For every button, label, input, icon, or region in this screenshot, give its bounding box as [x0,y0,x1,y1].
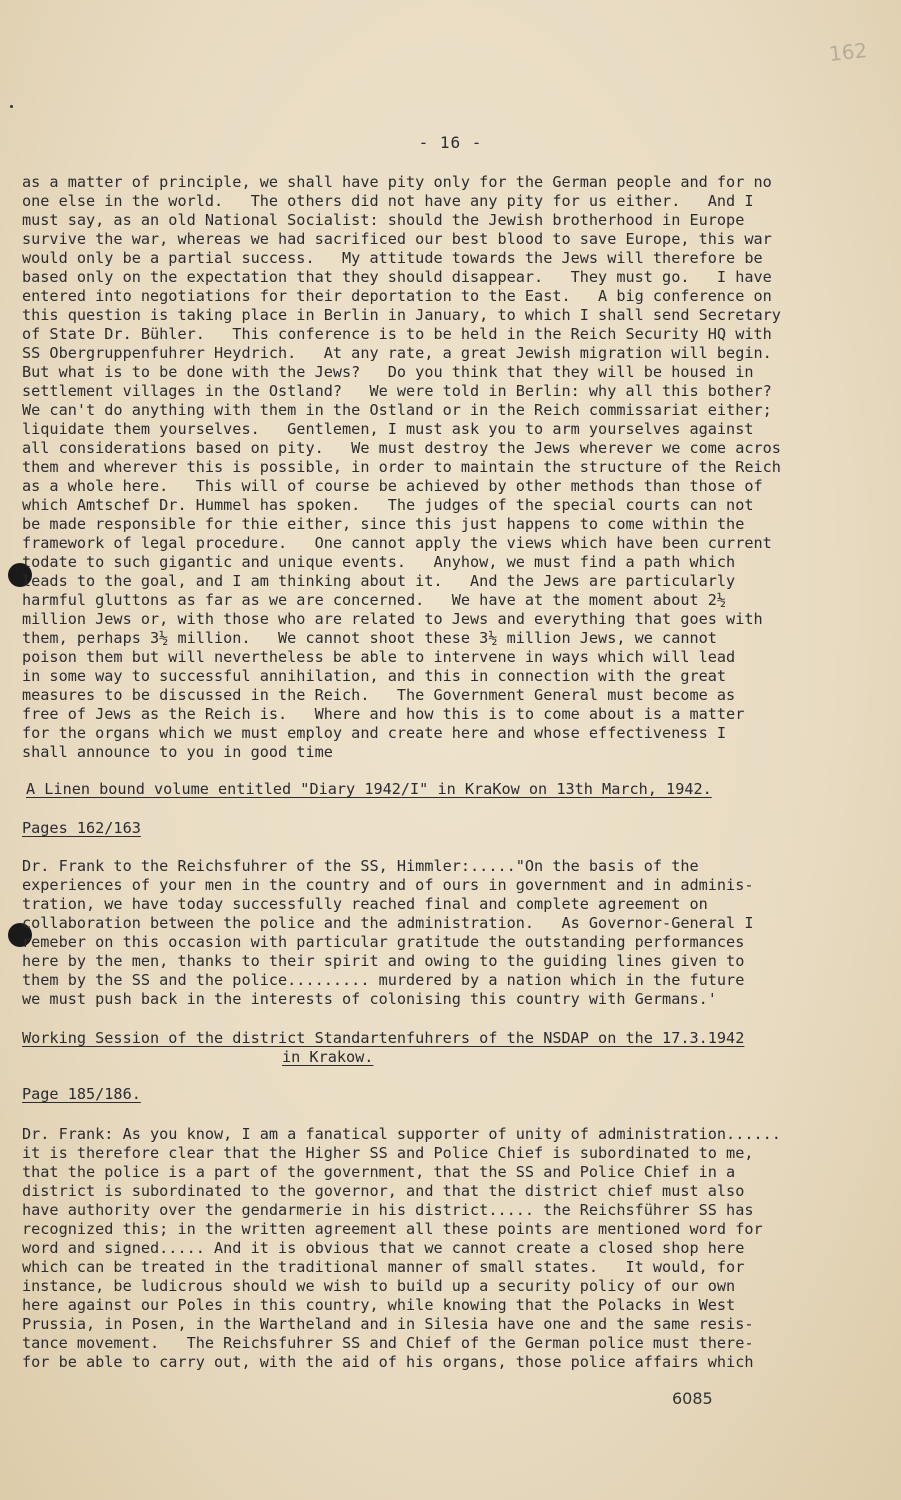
text-line: which Amtschef Dr. Hummel has spoken. The judges of the special courts can not [22,496,754,514]
text-line: instance, be ludicrous should we wish to build up a security policy of our own [22,1277,736,1295]
text-line: harmful gluttons as far as we are concerned. We have at the moment about 2½ [22,591,727,609]
text-line: experiences of your men in the country and of ours in government and in adminis- [22,876,754,894]
text-line: Dr. Frank: As you know, I am a fanatical supporter of unity of administration...... [22,1125,781,1143]
text-line: would only be a partial success. My attitude towards the Jews will therefore be [22,249,763,267]
text-line: district is subordinated to the governor, and that the district chief must also [22,1182,745,1200]
text-line: here by the men, thanks to their spirit and owing to the guiding lines given to [22,952,745,970]
text-line: settlement villages in the Ostland? We were told in Berlin: why all this bother? [22,382,772,400]
text-line: one else in the world. The others did not have any pity for us either. And I [22,192,754,210]
text-line: todate to such gigantic and unique events. Anyhow, we must find a path which [22,553,736,571]
paragraph-frank-to-himmler [22,857,842,1009]
text-line: of State Dr. Bühler. This conference is to be held in the Reich Security HQ with [22,325,772,343]
section-heading-pages-162-163: Pages 162/163 [22,819,141,837]
text-line: them by the SS and the police......... murdered by a nation which in the future [22,971,745,989]
text-line: that the police is a part of the government, that the SS and Police Chief in a [22,1163,736,1181]
text-line: measures to be discussed in the Reich. The Government General must become as [22,686,736,704]
handwritten-page-annotation: 162 [827,38,869,66]
text-line: tration, we have today successfully reached final and complete agreement on [22,895,708,913]
text-line: this question is taking place in Berlin in January, to which I shall send Secretary [22,306,781,324]
text-line: collaboration between the police and the administration. As Governor-General I [22,914,754,932]
paragraph-frank-unity-of-administration [22,1125,842,1372]
text-line: as a whole here. This will of course be achieved by other methods than those of [22,477,763,495]
text-line: have authority over the gendarmerie in his district..... the Reichsführer SS has [22,1201,754,1219]
text-line: Prussia, in Posen, in the Wartheland and in Silesia have one and the same resis- [22,1315,754,1333]
text-line: shall announce to you in good time [22,743,333,761]
text-line: all considerations based on pity. We must destroy the Jews wherever we come acros [22,439,781,457]
document-number: 6085 [672,1389,713,1408]
text-line: poison them but will nevertheless be able to intervene in ways which will lead [22,648,736,666]
text-line: liquidate them yourselves. Gentlemen, I must ask you to arm yourselves against [22,420,754,438]
section-heading-page-185-186: Page 185/186. [22,1085,141,1103]
text-line: million Jews or, with those who are related to Jews and everything that goes with [22,610,763,628]
text-line: here against our Poles in this country, while knowing that the Polacks in West [22,1296,736,1314]
text-line: leads to the goal, and I am thinking about it. And the Jews are particularly [22,572,736,590]
text-line: Dr. Frank to the Reichsfuhrer of the SS, Himmler:....."On the basis of the [22,857,699,875]
text-line: them, perhaps 3½ million. We cannot shoot these 3½ million Jews, we cannot [22,629,717,647]
text-line: entered into negotiations for their deportation to the East. A big conference on [22,287,772,305]
page-number: - 16 - [418,133,483,152]
text-line: which can be treated in the traditional manner of small states. It would, for [22,1258,745,1276]
text-line: SS Obergruppenfuhrer Heydrich. At any rate, a great Jewish migration will begin. [22,344,772,362]
section-heading-diary: A Linen bound volume entitled "Diary 1942/I" in KraKow on 13th March, 1942. [26,780,712,798]
section-heading-working-session: Working Session of the district Standartenfuhrers of the NSDAP on the 17.3.1942 [22,1029,745,1047]
text-line: it is therefore clear that the Higher SS and Police Chief is subordinated to me, [22,1144,754,1162]
text-line: for the organs which we must employ and create here and whose effectiveness I [22,724,727,742]
text-line: framework of legal procedure. One cannot apply the views which have been current [22,534,772,552]
text-line: based only on the expectation that they should disappear. They must go. I have [22,268,772,286]
text-line: must say, as an old National Socialist: should the Jewish brotherhood in Europe [22,211,745,229]
text-line: survive the war, whereas we had sacrificed our best blood to save Europe, this war [22,230,772,248]
section-heading-working-session-cont: in Krakow. [282,1048,374,1066]
text-line: for be able to carry out, with the aid of his organs, those police affairs which [22,1353,754,1371]
text-line: tance movement. The Reichsfuhrer SS and Chief of the German police must there- [22,1334,754,1352]
text-line: in some way to successful annihilation, and this in connection with the great [22,667,727,685]
text-line: word and signed..... And it is obvious that we cannot create a closed shop here [22,1239,745,1257]
text-line: But what is to be done with the Jews? Do you think that they will be housed in [22,363,754,381]
text-line: recognized this; in the written agreement all these points are mentioned word for [22,1220,763,1238]
text-line: free of Jews as the Reich is. Where and how this is to come about is a matter [22,705,745,723]
text-line: remeber on this occasion with particular gratitude the outstanding performances [22,933,745,951]
text-line: as a matter of principle, we shall have pity only for the German people and for no [22,173,772,191]
paragraph-frank-speech [22,173,842,762]
text-line: we must push back in the interests of colonising this country with Germans.' [22,990,717,1008]
text-line: them and wherever this is possible, in order to maintain the structure of the Reich [22,458,781,476]
ink-speck [10,105,13,108]
text-line: be made responsible for thie either, since this just happens to come within the [22,515,745,533]
text-line: We can't do anything with them in the Ostland or in the Reich commissariat either; [22,401,772,419]
